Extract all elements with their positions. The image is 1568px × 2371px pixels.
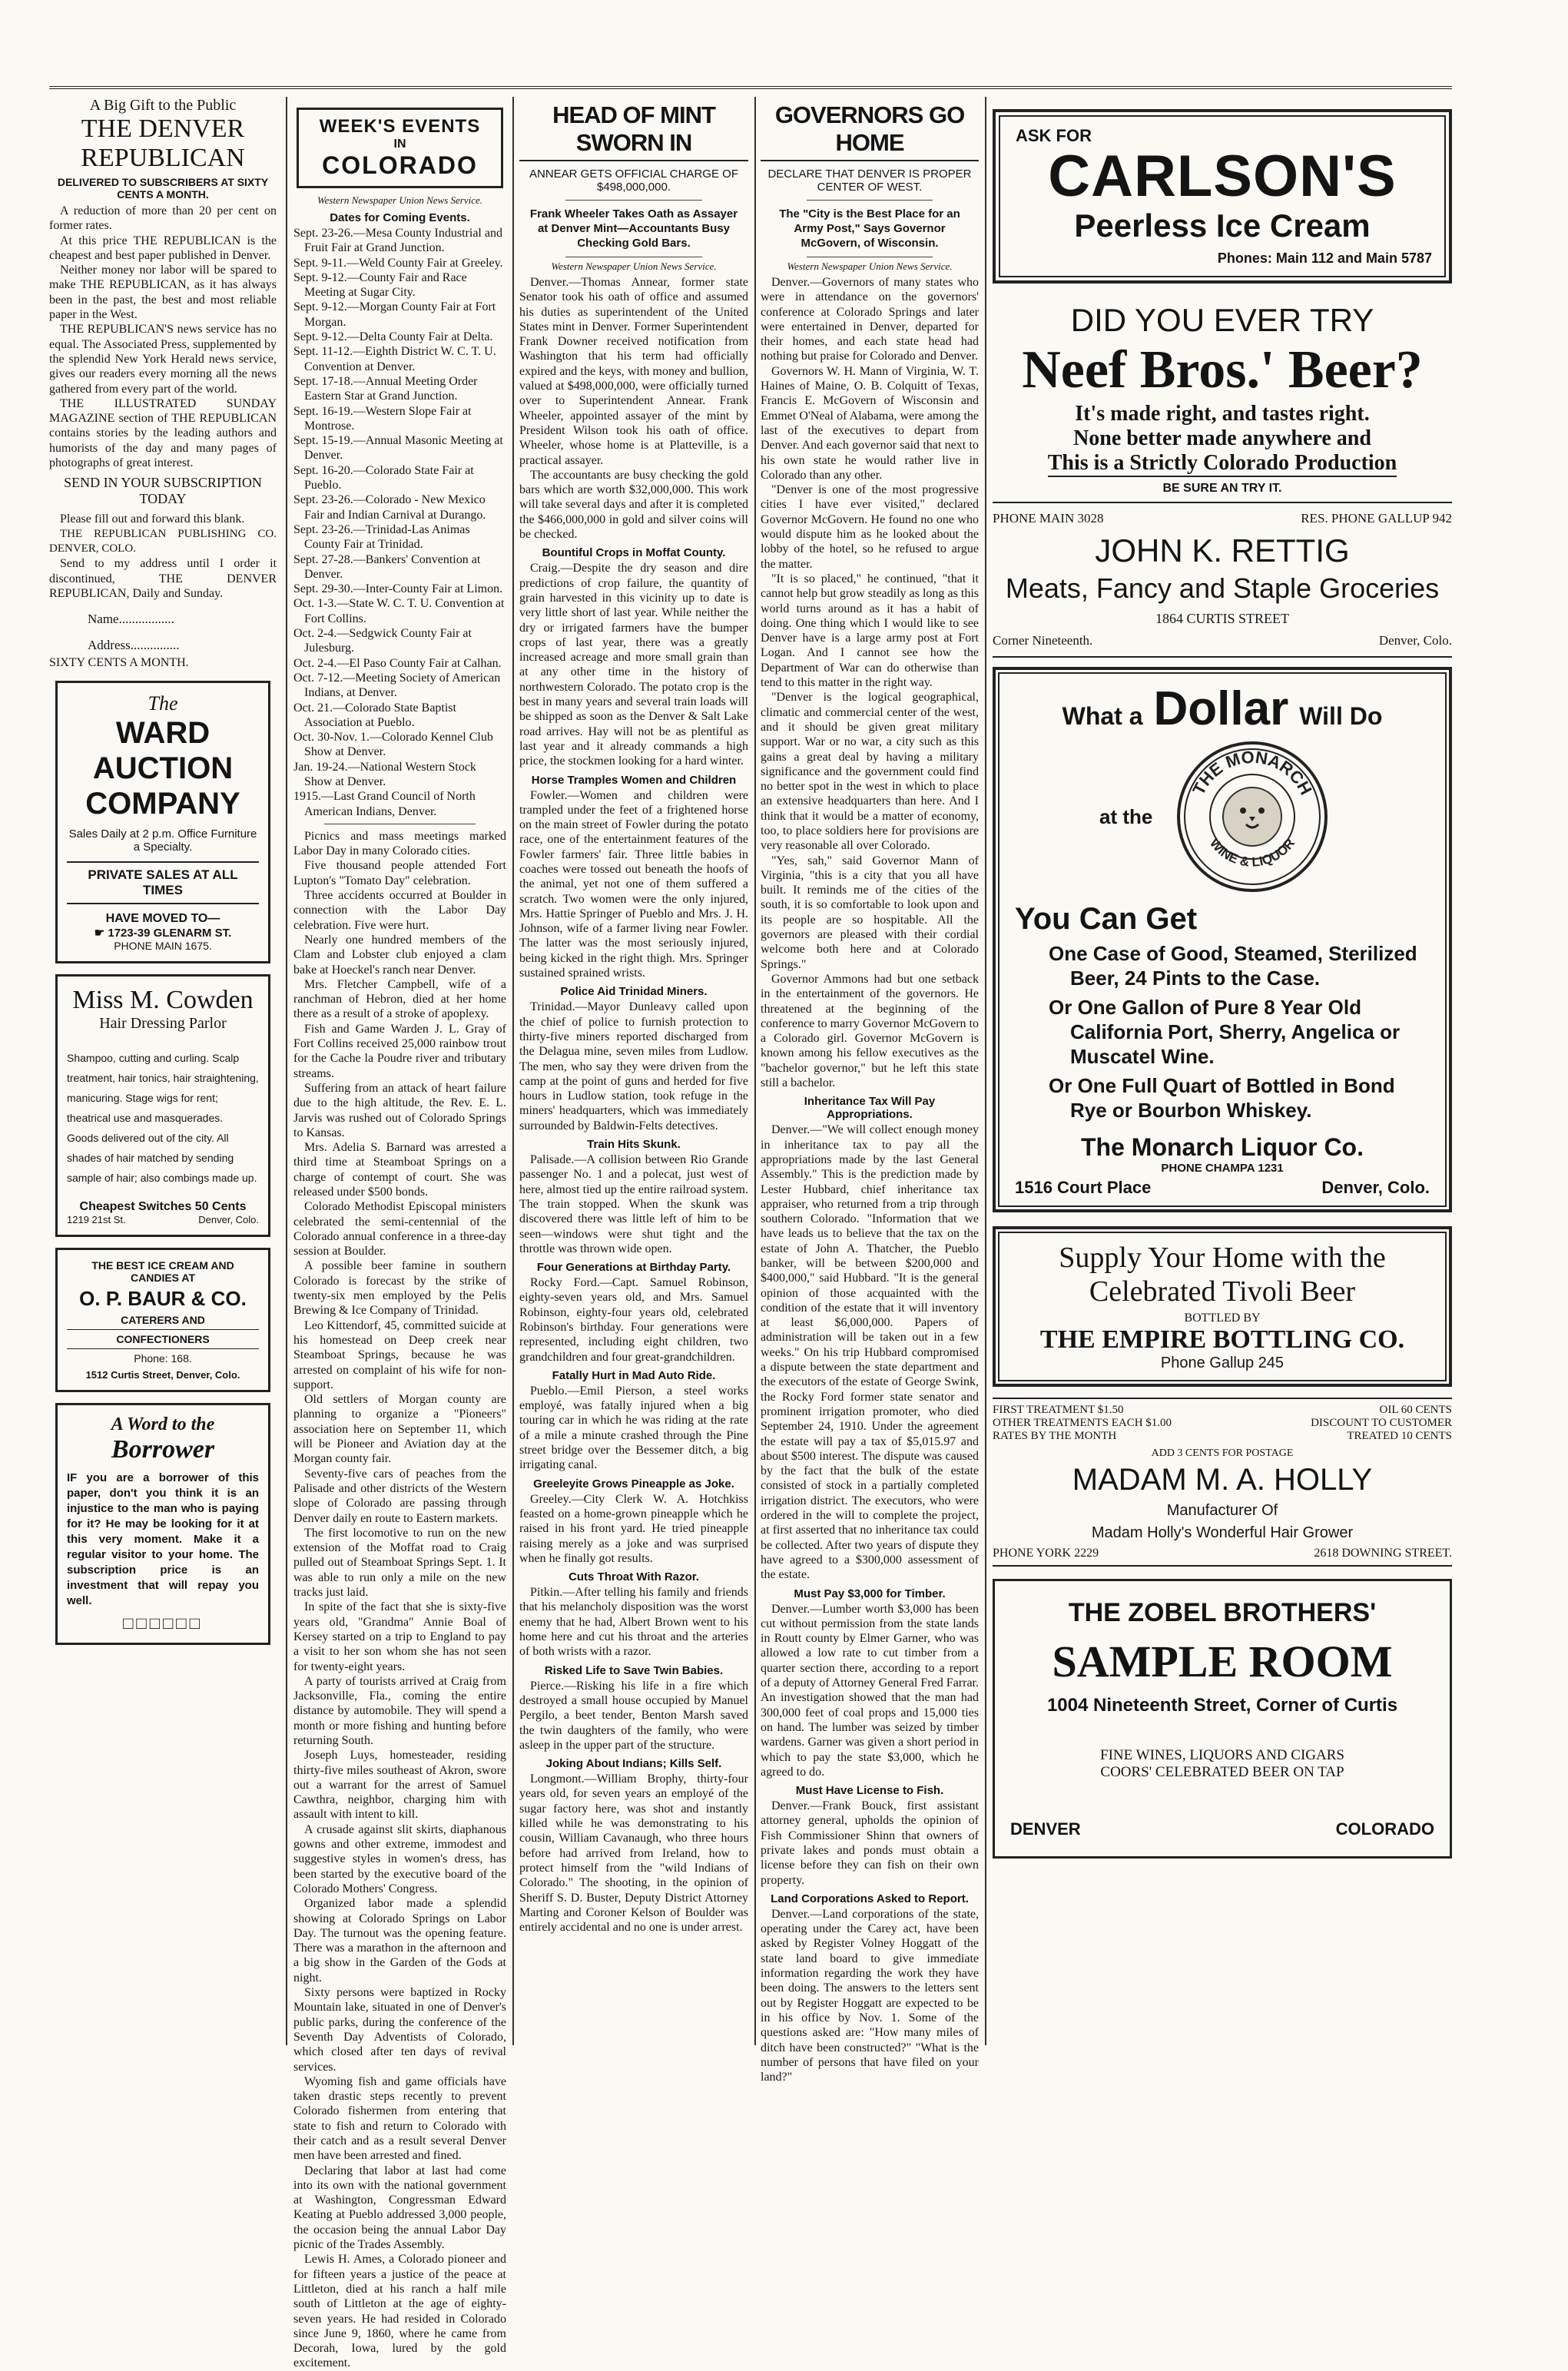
- event-date-item: Sept. 23-26.—Trinidad-Las Animas County Fair at Trinidad.: [293, 522, 470, 552]
- borrower-title2: Borrower: [111, 1435, 215, 1464]
- paragraph: Organized labor made a splendid showing at Colorado Springs on Labor Day. The turnout was the opening feature. There was a marathon in the afternoon and a big show in the Garden of the Gods at night.: [293, 1897, 506, 1985]
- story-text: Denver.—Lumber worth $3,000 has been cut without permission from the state lands in Routt county by Elmer Garner, who was allowed a low rate to cut timber from a quarter section there, according to a report of a deputy of Attorney General Fred Farrar. An investigation showed that the man had 300,000 feet of coal props and 15,000 ties on hand. The lumber was seized by timber wardens. Garner was given a short period in which to pay the state $3,000, which he agreed to do.: [761, 1602, 979, 1779]
- cowden-body2: Goods delivered out of the city. All shades of hair matched by sending sample of hair; also combings made up.: [67, 1132, 257, 1185]
- zobel-left: DENVER: [1010, 1819, 1081, 1839]
- event-date-item: Sept. 11-12.—Eighth District W. C. T. U. Convention at Denver.: [293, 345, 496, 373]
- paragraph: Declaring that labor at last had come into its own with the national government at Washington, Congressman Edward Keating at Pueblo addressed 3,000 people, the occasion being the annual Labor Day picnic of the Trades Assembly.: [293, 2164, 506, 2252]
- news-service: Western Newspaper Union News Service.: [787, 260, 953, 272]
- mint-headline: HEAD OF MINT SWORN IN: [552, 101, 715, 156]
- paragraph: Mrs. Fletcher Campbell, wife of a ranchman of Hebron, died at her home there as a result of a stroke of apoplexy.: [293, 977, 506, 1021]
- event-date-item: Sept. 9-11.—Weld County Fair at Greeley.: [293, 256, 503, 270]
- mint-deck2: Frank Wheeler Takes Oath as Assayer at Denver Mint—Accountants Busy Checking Gold Bars.: [529, 207, 738, 250]
- name-label: Name: [88, 612, 119, 627]
- paragraph: Lewis H. Ames, a Colorado pioneer and for fifteen years a justice of the peace at Littleton, died at his ranch a half mile south of Littleton at the age of eighty-seven years. He had resided in Colorado since June 9, 1860, where he came from Decorah, Iowa, lured by the gold excitement.: [293, 2253, 506, 2370]
- paragraph: "Yes, sah," said Governor Mann of Virginia, "this is a city that you all have built. It reminds me of the cities of the south, it is so comfortable to look upon and its people are so hospitable. All the governors are pleased with their cordial welcome both here and at Colorado Springs.": [761, 854, 979, 971]
- holly-rates2: [993, 1417, 1452, 1430]
- holly-add: ADD 3 CENTS FOR POSTAGE: [1151, 1447, 1294, 1459]
- baur-top: THE BEST ICE CREAM AND CANDIES AT: [91, 1259, 234, 1285]
- paragraph: "Denver is one of the most progressive cities I have ever visited," declared Governor McGovern. He found no one who would dispute him as he looked about the lobby of the hotel, so he refused to argue the matter.: [761, 483, 979, 571]
- rettig-res: RES. PHONE GALLUP 942: [1301, 511, 1452, 526]
- paragraph: Colorado Methodist Episcopal ministers celebrated the semi-centennial of the Colorado annual conference in a three-day session at Boulder.: [293, 1200, 506, 1258]
- story-title: Greeleyite Grows Pineapple as Joke.: [533, 1477, 734, 1491]
- holly-product: Madam Holly's Wonderful Hair Grower: [1091, 1524, 1354, 1541]
- cowden-body: Shampoo, cutting and curling. Scalp treatment, hair tonics, hair straightening, manicuring. Stage wigs for rent; theatrical use and masquerades.: [67, 1052, 259, 1125]
- story-text: Greeley.—City Clerk W. A. Hotchkiss feasted on a home-grown pineapple which he raised in his front yard. He tried pineapple raising merely as a joke and was surprised when he finally got results.: [519, 1492, 748, 1565]
- story-title: Risked Life to Save Twin Babies.: [544, 1663, 724, 1677]
- send-subscription: SEND IN YOUR SUBSCRIPTION TODAY: [64, 475, 262, 507]
- rettig-phones: [993, 511, 1452, 526]
- monarch-dollar: Dollar: [1153, 682, 1289, 735]
- paragraph: Joseph Luys, homesteader, residing thirty-five miles southeast of Akron, swore out a warrant for the arrest of Samuel Cawthra, neighbor, charging him with assault with intent to kill.: [293, 1749, 506, 1822]
- column-rule: [512, 97, 514, 2045]
- weeks-events-header: [297, 108, 503, 188]
- event-date-item: Sept. 23-26.—Colorado - New Mexico Fair and Indian Carnival at Durango.: [293, 493, 486, 522]
- tivoli-ad: [993, 1226, 1452, 1387]
- holly-oil: OIL 60 CENTS: [1379, 1404, 1452, 1416]
- paragraph: Fish and Game Warden J. L. Gray of Fort Collins received 25,000 rainbow trout for the Cache la Poudre river and tributary streams.: [293, 1022, 506, 1080]
- governors-paragraphs: [761, 275, 979, 1090]
- story-title: Joking About Indians; Kills Self.: [545, 1757, 722, 1771]
- carlson-ad: [993, 109, 1452, 284]
- story-text: Denver.—Land corporations of the state, operating under the Carey act, have been asked by Register Volney Hoggatt of the state land board to give immediate information regarding the work they have been doing. The answers to the letters sent out by Register Hoggatt are expected to be in his office by Nov. 1. Some of the questions asked are: "How many miles of ditch have been constructed?" "What is the number of persons that have filed on your land?": [761, 1907, 979, 2084]
- holly-street: 2618 DOWNING STREET.: [1314, 1547, 1452, 1560]
- story-text: Pueblo.—Emil Pierson, a steel works employé, was fatally injured when a big touring car in which he was riding at the rate of a mile a minute crashed through the Pine street bridge over the Bessemer ditch, a big irrigating canal.: [519, 1384, 748, 1472]
- baur-address: 1512 Curtis Street, Denver, Colo.: [85, 1369, 240, 1381]
- paragraph: "Denver is the logical geographical, climatic and commercial center of the west, and it should be given great military support. War or no war, a city such as this gains a great deal by having a military significance and the government could find no better spot in the west in which to place an extensive headquarters than here. And I think that it would be a matter of economy, too, to place soldiers here for provisions are very reasonable all over Colorado.: [761, 691, 979, 853]
- ward-line2: PRIVATE SALES AT ALL TIMES: [67, 861, 259, 904]
- publisher-line: THE REPUBLICAN PUBLISHING CO. DENVER, COLO.: [49, 527, 277, 555]
- paragraph: Three accidents occurred at Boulder in connection with the Labor Day celebration. Five were hurt.: [293, 889, 506, 932]
- monarch-address: 1516 Court Place: [1015, 1178, 1152, 1197]
- event-date-item: Oct. 21.—Colorado State Baptist Association at Pueblo.: [293, 701, 456, 729]
- rettig-corner: Corner Nineteenth.: [993, 633, 1093, 648]
- story-text: Craig.—Despite the dry season and dire predictions of crop failure, the quantity of grain harvested in this vicinity up to date is very little short of last year. While neither the dry or irrigated farmers have the bumper crops of last year, there was a greatly increased acreage and more small grain than at any other time in the history of northwestern Colorado. The potato crop is the best in many years and several train loads will be shipped as soon as the Denver & Salt Lake road arrives. Hay will not be as plentiful as last year and it already commands a high price, the stockmen looking for a hard winter.: [519, 562, 748, 768]
- zobel-room: SAMPLE ROOM: [1052, 1636, 1393, 1686]
- rettig-corner-row: [993, 633, 1452, 648]
- event-date-item: Oct. 7-12.—Meeting Society of American Indians, at Denver.: [293, 671, 501, 700]
- denver-line: THE DENVER: [81, 114, 245, 143]
- monarch-at: at the: [1099, 804, 1153, 828]
- neef-l2: None better made anywhere and: [1073, 426, 1371, 450]
- carlson-name: CARLSON'S: [1048, 144, 1397, 209]
- monarch-ad: [993, 667, 1452, 1212]
- story-text: Trinidad.—Mayor Dunleavy called upon the chief of police to furnish protection to thirty-five miners reported discharged from the Delagua mine, seven miles from Ludlow. The men, who say they were driven from the camp at the point of guns and herded for five hours in Ludlow station, took refuge in the miners' headquarters, which was immediately surrounded by Baldwin-Felts detectives.: [519, 1000, 748, 1132]
- paragraph: Suffering from an attack of heart failure due to the high altitude, the Rev. E. L. Jarvis was rushed out of Colorado Springs to Kansas.: [293, 1081, 506, 1139]
- tivoli-l1: Supply Your Home with the: [1059, 1242, 1386, 1274]
- weeks-events-colorado: COLORADO: [322, 151, 478, 179]
- holly-treated: TREATED 10 CENTS: [1347, 1430, 1452, 1442]
- ward-auction-ad: [55, 681, 270, 963]
- baur-phone: Phone: 168.: [134, 1352, 192, 1365]
- story-text: Denver.—"We will collect enough money in inheritance tax to pay all the appropriations made by the last General Assembly." This is the prediction made by Lester Hubbard, chief inheritance tax appraiser, who returned from a trip through southern Colorado. "Information that we have leads us to believe that the tax on the estate of John A. Thatcher, the Pueblo banker, will be between $200,000 and $400,000," said Hubbard. "It is the general opinion of those acquainted with the condition of the estate that it will inventory at least $6,000,000. Papers of administration will be taken out in a few weeks." On his trip Hubbard compromised a dispute between the state department and the executors of the estate of George Swink, the Rocky Ford former state senator and prominent irrigation promoter, who died September 24, 1910. Under the agreement the estate will pay a tax of $5,015.97 and about $500 interest. The dispute was caused by the fact that the bulk of the estate consisted of stock in a partially completed irrigation district. The executors, who were ordered in the will to complete the project, at first asserted that no inheritance tax could be collected. After two years of dispute they have agreed to a $300,000 assessment of the estate.: [761, 1123, 979, 1582]
- republican-masthead: [49, 97, 277, 201]
- story-text: Rocky Ford.—Capt. Samuel Robinson, eighty-seven years old, and Mrs. Samuel Robinson, eighty-four years old, celebrated Robinson's birthday. Four generations were represented, including eight children, two grandchildren and four great-grandchildren.: [519, 1276, 748, 1364]
- paragraph: A crusade against slit skirts, diaphanous gowns and other extreme, immodest and suggestive styles in women's dress, has been started by the executive board of the Colorado Mothers' Congress.: [293, 1822, 506, 1895]
- borrower-body: IF you are a borrower of this paper, don't you think it is an injustice to the man who is paying for it? He may be looking for it at this very moment. Make it a regular visitor to your home. The subscription price is an investment that will repay you well.: [67, 1471, 259, 1608]
- column-rule: [985, 97, 986, 2045]
- cowden-city: Denver, Colo.: [198, 1214, 259, 1226]
- holly-discount: DISCOUNT TO CUSTOMER: [1311, 1417, 1452, 1429]
- event-date-item: 1915.—Last Grand Council of North American Indians, Denver.: [293, 790, 476, 818]
- weeks-events-in: IN: [393, 138, 406, 151]
- event-date-item: Sept. 16-20.—Colorado State Fair at Pueblo.: [293, 463, 474, 492]
- monarch-headline: [1015, 681, 1430, 736]
- ward-address-row: [67, 926, 259, 940]
- tivoli-l2: Celebrated Tivoli Beer: [1089, 1275, 1356, 1308]
- rettig-line: Meats, Fancy and Staple Groceries: [1005, 572, 1440, 604]
- baur-name: O. P. BAUR & CO.: [79, 1287, 247, 1311]
- paragraph: Sixty persons were baptized in Rocky Mountain lake, situated in one of Denver's public parks, during the conference of the Seventh Day Adventists of Colorado, which closed after ten days of revival services.: [293, 1986, 506, 2074]
- dates-list: [293, 226, 506, 819]
- zobel-right: COLORADO: [1335, 1819, 1434, 1839]
- holly-ad: [993, 1398, 1452, 1567]
- mint-deck1: ANNEAR GETS OFFICIAL CHARGE OF $498,000,000.: [529, 167, 738, 194]
- event-date-item: Oct. 2-4.—Sedgwick County Fair at Julesburg.: [293, 627, 472, 655]
- rettig-city: Denver, Colo.: [1378, 633, 1452, 648]
- price-line: SIXTY CENTS A MONTH.: [49, 656, 189, 670]
- carlson-product: Peerless Ice Cream: [1074, 207, 1371, 244]
- holly-mfr: Manufacturer Of: [1166, 1502, 1278, 1519]
- rettig-ad: [993, 503, 1452, 658]
- rettig-name: JOHN K. RETTIG: [1095, 532, 1350, 569]
- mint-stories: [519, 546, 748, 1935]
- paragraph: Five thousand people attended Fort Lupton's "Tomato Day" celebration.: [293, 859, 506, 887]
- news-service: Western Newspaper Union News Service.: [317, 194, 483, 206]
- paragraph: Wyoming fish and game officials have taken drastic steps recently to prevent Colorado fishermen from entering that state to fish and return to Colorado with their catch and as a result several Denver men have been arrested and fined.: [293, 2074, 506, 2163]
- story-text: Longmont.—William Brophy, thirty-four years old, for seven years an employé of the sugar factory here, was shot and instantly killed while he was demonstrating to his cousin, William Cavanaugh, who three hours before had arrived from Ireland, how to protect himself from the "wild Indians of Colorado." The shooting, in the opinion of Sheriff S. D. Buster, Deputy District Attorney Marting and Coroner Kelson of Boulder was entirely accidental and no one is under arrest.: [519, 1772, 748, 1935]
- holly-name: MADAM M. A. HOLLY: [1072, 1463, 1373, 1497]
- zobel-city-row: [1010, 1819, 1434, 1839]
- story-text: Palisade.—A collision between Rio Grande passenger No. 1 and a polecat, just west of here, almost tied up the entire railroad system. The train stopped. When the skunk was discovered there was little left of him to be seen—windows were shut tight and the throttle was thrown wide open.: [519, 1153, 748, 1255]
- gift-line: A Big Gift to the Public: [89, 97, 237, 114]
- paragraph: Nearly one hundred members of the Clam and Lobster club enjoyed a clam bake at Hoeckel's ranch near Denver.: [293, 933, 506, 977]
- story-title: Fatally Hurt in Mad Auto Ride.: [552, 1368, 716, 1382]
- cowden-ad: [55, 974, 270, 1237]
- holly-address-row: [993, 1547, 1452, 1560]
- paragraph: In spite of the fact that she is sixty-five years old, "Grandma" Annie Boal of Kersey started on a trip to England to pay a visit to her son whom she has not seen for twenty-eight years.: [293, 1600, 506, 1673]
- monarch-seal-row: [1015, 736, 1430, 897]
- paragraph: At this price THE REPUBLICAN is the cheapest and best paper published in Denver.: [49, 234, 277, 262]
- zobel-l1: FINE WINES, LIQUORS AND CIGARS: [1100, 1747, 1344, 1763]
- monarch-items: [1015, 941, 1430, 1122]
- zobel-name: THE ZOBEL BROTHERS': [1068, 1598, 1377, 1627]
- monarch-item: Or One Full Quart of Bottled in Bond Rye or Bourbon Whiskey.: [1049, 1074, 1395, 1122]
- event-date-item: Sept. 16-19.—Western Slope Fair at Montrose.: [293, 404, 472, 433]
- neef-ad: [993, 302, 1452, 503]
- republican-paragraphs: [49, 204, 277, 470]
- address-label: Address: [88, 638, 131, 653]
- cowden-sub: Hair Dressing Parlor: [99, 1015, 227, 1033]
- governors-headline: GOVERNORS GO HOME: [774, 101, 965, 156]
- holly-rates1: [993, 1404, 1452, 1417]
- story-title: Must Have License to Fish.: [795, 1784, 944, 1798]
- paragraph: The first locomotive to run on the new extension of the Moffat road to Craig pulled out of Steamboat Springs Sept. 1. It was able to run only a mile on the new tracks just laid.: [293, 1526, 506, 1600]
- event-date-item: Sept. 23-26.—Mesa County Industrial and Fruit Fair at Grand Junction.: [293, 227, 502, 255]
- ward-the: The: [148, 692, 178, 715]
- story-text: Fowler.—Women and children were trampled under the feet of a frightened horse on the main street of Fowler during the potato race, one of the entertainment features of the Fowler farmers' fair. Three little babies in coaches were tossed out beneath the hoofs of the animal, yet not one of them suffered a scratch. Two women were the only injured, Mrs. Hattie Springer of Pueblo and Mrs. J. H. Johnson, wife of a farmer living near Fowler. The latter was the most seriously injured, being kicked in the right thigh. Mrs. Springer sustained sprained wrists.: [519, 788, 748, 980]
- event-date-item: Sept. 9-12.—Morgan County Fair at Fort Morgan.: [293, 300, 496, 329]
- seal-bottom-text: WINE & LIQUOR: [1207, 835, 1298, 870]
- ward-phone: PHONE MAIN 1675.: [114, 940, 212, 953]
- monarch-company: The Monarch Liquor Co.: [1081, 1133, 1364, 1161]
- event-date-item: Jan. 19-24.—National Western Stock Show at Denver.: [293, 760, 476, 788]
- rettig-street: 1864 CURTIS STREET: [1155, 611, 1289, 626]
- paragraph: A reduction of more than 20 per cent on former rates.: [49, 204, 277, 233]
- neef-l3: This is a Strictly Colorado Production: [1048, 451, 1397, 477]
- republican-line: REPUBLICAN: [81, 144, 245, 172]
- paragraph: THE ILLUSTRATED SUNDAY MAGAZINE section of THE REPUBLICAN contains stories by the leading authors and humorists of the day and many pages of photographs of great interest.: [49, 396, 277, 470]
- cowden-address-row: [67, 1214, 259, 1225]
- baur-line2: CONFECTIONERS: [67, 1329, 259, 1349]
- column-rule: [286, 97, 287, 2045]
- paragraph: THE REPUBLICAN'S news service has no equal. The Associated Press, supplemented by the splendid New York Herald news service, gives our readers every morning all the news gathered from every part of the world.: [49, 323, 277, 396]
- paragraph: A possible beer famine in southern Colorado is forecast by the strike of twenty-six men employed by the Pelis Brewing & Ice Company of Trinidad.: [293, 1259, 506, 1318]
- event-date-item: Oct. 30-Nov. 1.—Colorado Kennel Club Show at Denver.: [293, 731, 493, 759]
- monarch-address-row: [1015, 1178, 1430, 1198]
- paragraph: Picnics and mass meetings marked Labor Day in many Colorado cities.: [293, 829, 506, 858]
- monarch-phone: PHONE CHAMPA 1231: [1161, 1162, 1284, 1175]
- address-field[interactable]: Address...............: [88, 638, 180, 653]
- newspaper-page: [49, 86, 1452, 2370]
- column-republican: [49, 97, 277, 2045]
- holly-phone: PHONE YORK 2229: [993, 1547, 1099, 1560]
- monarch-youcan: You Can Get: [1015, 902, 1198, 936]
- tivoli-bottled: BOTTLED BY: [1184, 1312, 1261, 1325]
- story-text: Denver.—Frank Bouck, first assistant attorney general, upholds the opinion of Fish Commissioner Shinn that owners of private lakes and ponds must obtain a license before they can fish on their own property.: [761, 1799, 979, 1887]
- name-field[interactable]: Name.................: [88, 612, 174, 627]
- event-date-item: Oct. 1-3.—State W. C. T. U. Convention at Fort Collins.: [293, 597, 505, 625]
- paragraph: Neither money nor labor will be spared to make THE REPUBLICAN, as it has always been in the past, the best and most reliable paper in the West.: [49, 264, 277, 322]
- baur-line1: CATERERS AND: [121, 1314, 205, 1327]
- event-date-item: Oct. 2-4.—El Paso County Fair at Calhan.: [293, 656, 502, 670]
- cowden-switches: Cheapest Switches 50 Cents: [79, 1200, 247, 1214]
- story-title: Bountiful Crops in Moffat County.: [542, 546, 726, 560]
- rettig-phone: PHONE MAIN 3028: [993, 511, 1104, 526]
- paragraph: Leo Kittendorf, 45, committed suicide at his homestead on Deep creek near Steamboat Springs, because he was arrested on complaint of his wife for non-support.: [293, 1318, 506, 1391]
- event-date-item: Sept. 9-12.—County Fair and Race Meeting at Sugar City.: [293, 270, 467, 300]
- event-paragraphs: [293, 829, 506, 2371]
- neef-l1: It's made right, and tastes right.: [1075, 402, 1370, 426]
- baur-ad: [55, 1248, 270, 1392]
- event-date-item: Sept. 17-18.—Annual Meeting Order Eastern Star at Grand Junction.: [293, 374, 478, 403]
- column-rule: [754, 97, 756, 2045]
- paragraph: The accountants are busy checking the gold bars which are worth $32,000,000. This work will take several days and after it is completed the $466,000,000 in gold and silver coins will be checked.: [519, 468, 748, 542]
- fill-out-text: Please fill out and forward this blank.: [60, 512, 245, 526]
- event-date-item: Sept. 15-19.—Annual Masonic Meeting at Denver.: [293, 434, 503, 463]
- news-service: Western Newspaper Union News Service.: [551, 260, 717, 272]
- neef-l4: BE SURE AN TRY IT.: [1162, 482, 1282, 495]
- zobel-l2: COORS' CELEBRATED BEER ON TAP: [1100, 1764, 1344, 1780]
- paragraph: "It is so placed," he continued, "that it cannot help but grow steadily as long as this world turns around as it has a habit of doing. One thing which I would like to see Denver have is a large army post at Fort Logan. And I cannot see how the Department of War can do otherwise than tend to this matter in the right way.: [761, 572, 979, 690]
- tivoli-phone: Phone Gallup 245: [1160, 1355, 1285, 1371]
- send-to-text: Send to my address until I order it discontinued, THE DENVER REPUBLICAN, Daily and Sunday.: [49, 557, 277, 600]
- story-title: Land Corporations Asked to Report.: [771, 1892, 969, 1905]
- paragraph: Governor Ammons had but one setback in the entertainment of the governors. He threatened at the beginning of the conference to marry Governor McGovern to a Colorado girl. Governor McGovern is known among his fellow executives as the "bachelor governor," but he left this state still a bachelor.: [761, 972, 979, 1090]
- column-mint: [519, 97, 748, 2045]
- column-governors: [761, 97, 979, 2084]
- weeks-events-title: WEEK'S EVENTS: [319, 116, 481, 137]
- event-date-item: Sept. 29-30.—Inter-County Fair at Limon.: [293, 582, 503, 596]
- paragraph: Mrs. Adelia S. Barnard was arrested a third time at Steamboat Springs on a charge of contempt of court. She was released under $500 bonds.: [293, 1141, 506, 1199]
- ward-line1: Sales Daily at 2 p.m. Office Furniture a Specialty.: [68, 827, 257, 854]
- event-date-item: Sept. 27-28.—Bankers' Convention at Denver.: [293, 552, 481, 581]
- neef-did: DID YOU EVER TRY: [1070, 302, 1374, 338]
- mint-paragraphs: [519, 275, 748, 542]
- paragraph: Seventy-five cars of peaches from the Palisade and other districts of the Western slope of Colorado are passing through Denver daily en route to Eastern markets.: [293, 1467, 506, 1525]
- paragraph: Denver.—Thomas Annear, former state Senator took his oath of office and assumed his duties as superintendent of the United States mint in Denver. Former Superintendent Frank Downer received notification from Washington that his term had officially expired and the keys, with money and bullion, valued at $498,000,000, were officially turned over to Superintendent Annear. Frank Wheeler, appointed assayer of the mint by President Wilson took his oath of office. Wheeler, whose home is at Platteville, is a practical assayer.: [519, 276, 748, 467]
- monarch-item: One Case of Good, Steamed, Sterilized Beer, 24 Pints to the Case.: [1049, 942, 1417, 990]
- governors-deck1: DECLARE THAT DENVER IS PROPER CENTER OF WEST.: [767, 167, 972, 194]
- zobel-ad: [993, 1579, 1452, 1859]
- monarch-what: What a: [1062, 702, 1143, 730]
- neef-name: Neef Bros.' Beer?: [1022, 340, 1423, 400]
- dates-title: Dates for Coming Events.: [330, 211, 470, 224]
- monarch-city: Denver, Colo.: [1321, 1178, 1430, 1197]
- monarch-will: Will Do: [1299, 702, 1383, 730]
- cowden-address: 1219 21st St.: [67, 1214, 126, 1226]
- monarch-item: Or One Gallon of Pure 8 Year Old California Port, Sherry, Angelica or Muscatel Wine.: [1049, 996, 1401, 1068]
- event-date-item: Sept. 9-12.—Delta County Fair at Delta.: [293, 330, 493, 344]
- borrower-ad: [55, 1403, 270, 1645]
- governors-deck2: The "City is the Best Place for an Army Post," Says Governor McGovern, of Wisconsin.: [779, 207, 960, 250]
- holly-rates: RATES BY THE MONTH: [993, 1430, 1117, 1442]
- ward-name: WARD AUCTION COMPANY: [85, 716, 240, 821]
- paragraph: Old settlers of Morgan county are planning to organize a "Pioneers" association here on September 11, which will be Pioneer and Aviation day at the Morgan county fair.: [293, 1393, 506, 1466]
- holly-rates3: [993, 1430, 1452, 1443]
- zobel-address: 1004 Nineteenth Street, Corner of Curtis: [1046, 1695, 1398, 1716]
- holly-first: FIRST TREATMENT $1.50: [993, 1404, 1124, 1416]
- story-title: Four Generations at Birthday Party.: [536, 1261, 731, 1275]
- story-title: Cuts Throat With Razor.: [569, 1570, 699, 1584]
- ward-address: 1723-39 GLENARM ST.: [108, 927, 232, 940]
- borrower-title1: A Word to the: [111, 1414, 215, 1435]
- story-title: Must Pay $3,000 for Timber.: [794, 1587, 946, 1600]
- tivoli-company: THE EMPIRE BOTTLING CO.: [1039, 1325, 1405, 1354]
- governors-stories: [761, 1095, 979, 2084]
- story-title: Horse Tramples Women and Children: [531, 773, 737, 787]
- story-title: Train Hits Skunk.: [587, 1138, 681, 1152]
- carlson-phones: Phones: Main 112 and Main 5787: [1217, 250, 1432, 266]
- story-text: Pitkin.—After telling his family and friends that his melancholy disposition was the worst enemy that he had, Albert Brown went to his home here and cut his throat and the arteries of both wrists with a razor.: [519, 1586, 748, 1659]
- story-title: Inheritance Tax Will Pay Appropriations.: [804, 1095, 936, 1122]
- delivery-subtitle: DELIVERED TO SUBSCRIBERS AT SIXTY CENTS A MONTH.: [57, 176, 269, 201]
- holly-other: OTHER TREATMENTS EACH $1.00: [993, 1417, 1172, 1429]
- paragraph: Governors W. H. Mann of Virginia, W. T. Haines of Maine, O. B. Colquitt of Texas, Francis E. McGovern of Wisconsin and Emmet O'Neal of Alabama, were among the last of the executives to depart from Denver. And each governor said that next to his own state he would rather live in Colorado than any other.: [761, 364, 979, 482]
- story-title: Police Aid Trinidad Miners.: [560, 985, 708, 999]
- hand-pointer-icon: ☛: [94, 927, 108, 940]
- cowden-name: Miss M. Cowden: [72, 986, 254, 1015]
- carlson-ask: ASK FOR: [1016, 126, 1092, 145]
- column-weeks-events: [293, 97, 506, 2370]
- seal-top-text: THE MONARCH: [1188, 747, 1317, 798]
- story-text: Pierce.—Risking his life in a fire which destroyed a small house occupied by Manuel Pergilo, a beet tender, Benton Marsh saved the twin daughters of the family, who were asleep in the upper part of the structure.: [519, 1679, 748, 1752]
- paragraph: A party of tourists arrived at Craig from Jacksonville, Fla., coming the entire distance by automobile. They will spend a month or more fishing and hunting before returning South.: [293, 1674, 506, 1747]
- paragraph: Denver.—Governors of many states who were in attendance on the governors' conference at Colorado Springs and later were entertained in Denver, departed for their homes, and each state head had nothing but praise for Colorado and Denver.: [761, 276, 979, 363]
- column-advertisements: [993, 97, 1452, 2045]
- checkbox-row: □□□□□□: [123, 1613, 203, 1633]
- ward-moved: HAVE MOVED TO—: [105, 912, 220, 926]
- monarch-lion-seal-icon: [1175, 740, 1329, 894]
